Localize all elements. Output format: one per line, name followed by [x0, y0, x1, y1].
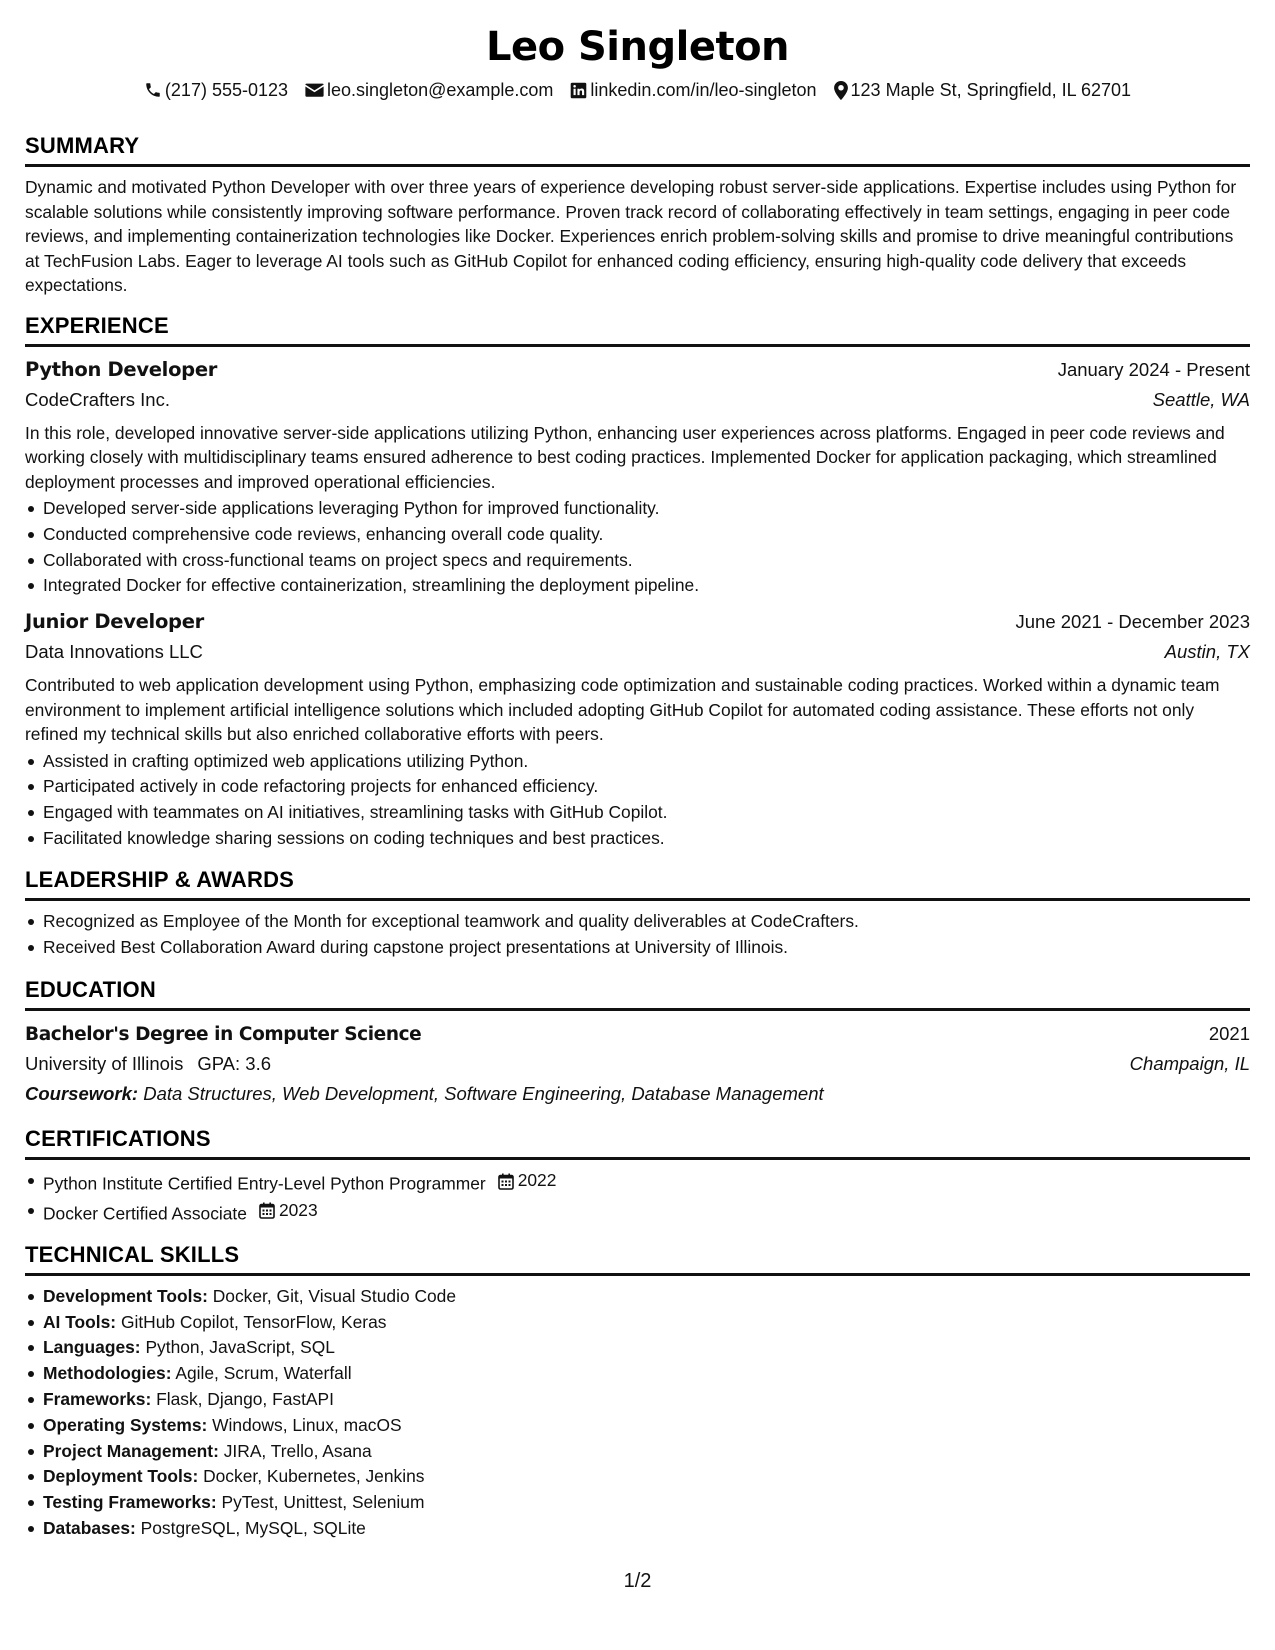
job-location: Seattle, WA	[1152, 388, 1250, 410]
skill-values: PostgreSQL, MySQL, SQLite	[140, 1518, 366, 1539]
list-item: Conducted comprehensive code reviews, enhancing overall code quality.	[25, 522, 1250, 548]
gpa: GPA: 3.6	[197, 1053, 272, 1075]
graduation-year: 2021	[1208, 1023, 1250, 1045]
certification-date	[259, 1198, 318, 1224]
job-subheader	[25, 385, 1250, 415]
school-info	[25, 1049, 271, 1079]
skill-values: GitHub Copilot, TensorFlow, Keras	[120, 1311, 387, 1332]
section-divider	[25, 164, 1250, 167]
phone-icon	[144, 81, 162, 99]
candidate-name: Leo Singleton	[485, 24, 790, 70]
calendar-icon	[498, 1173, 514, 1190]
linkedin-link[interactable]: linkedin.com/in/leo-singleton	[590, 80, 817, 100]
school-name: University of Illinois	[25, 1053, 184, 1075]
experience-section	[25, 312, 1250, 852]
section-title-skills: TECHNICAL SKILLS	[25, 1241, 240, 1267]
job-dates: January 2024 - Present	[1057, 358, 1250, 380]
skill-values: Python, JavaScript, SQL	[145, 1337, 335, 1358]
list-item: Facilitated knowledge sharing sessions on coding techniques and best practices.	[25, 826, 1250, 852]
job-title: Junior Developer	[25, 610, 204, 634]
section-divider	[25, 898, 1250, 901]
map-marker-icon	[834, 81, 848, 100]
job-location: Austin, TX	[1164, 641, 1250, 663]
skill-category: Databases:	[43, 1518, 136, 1539]
school-location: Champaign, IL	[1129, 1053, 1250, 1075]
job-description: In this role, developed innovative server-side applications utilizing Python, enhancing user experiences across platforms. Engaged in peer code reviews and working closely with multidisciplinary teams ensured adherence to best coding practices. Implemented Docker for application packaging, which streamlined deployment processes and improved operational efficiencies.	[25, 422, 1225, 492]
job-header	[25, 355, 1250, 385]
coursework	[25, 1079, 1250, 1109]
contact-email[interactable]	[305, 78, 553, 102]
company-name: CodeCrafters Inc.	[25, 388, 170, 410]
job-header	[25, 607, 1250, 637]
section-title-education: EDUCATION	[25, 977, 156, 1003]
job-entry	[25, 355, 1250, 600]
skill-category: Operating Systems:	[43, 1414, 208, 1435]
list-item: Assisted in crafting optimized web applications utilizing Python.	[25, 749, 1250, 775]
section-divider	[25, 1008, 1250, 1011]
list-item	[25, 1168, 1250, 1197]
skill-category: Languages:	[43, 1337, 141, 1358]
skill-values: Agile, Scrum, Waterfall	[175, 1363, 352, 1384]
degree-title: Bachelor's Degree in Computer Science	[25, 1024, 422, 1046]
summary-section	[25, 132, 1250, 298]
skill-category: Methodologies:	[43, 1363, 172, 1384]
list-item: Collaborated with cross-functional teams on project specs and requirements.	[25, 548, 1250, 574]
job-subheader	[25, 637, 1250, 667]
list-item	[25, 1361, 1250, 1387]
skill-category: Development Tools:	[43, 1285, 208, 1306]
address-text: 123 Maple St, Springfield, IL 62701	[850, 80, 1132, 100]
list-item	[25, 1335, 1250, 1361]
section-title-certifications: CERTIFICATIONS	[25, 1126, 211, 1152]
coursework-list: Data Structures, Web Development, Software Engineering, Database Management	[143, 1083, 824, 1105]
resume-page	[25, 20, 1250, 1542]
skill-category: Frameworks:	[43, 1389, 152, 1410]
list-item: Engaged with teammates on AI initiatives, streamlining tasks with GitHub Copilot.	[25, 800, 1250, 826]
contact-linkedin[interactable]	[570, 78, 816, 102]
education-subheader	[25, 1049, 1250, 1079]
list-item: Received Best Collaboration Award during capstone project presentations at University of Illinois.	[25, 935, 1250, 961]
list-item	[25, 1198, 1250, 1227]
email-link[interactable]: leo.singleton@example.com	[327, 80, 554, 100]
skill-category: AI Tools:	[43, 1311, 117, 1332]
list-item	[25, 1387, 1250, 1413]
job-bullets	[25, 749, 1250, 852]
skill-values: Docker, Git, Visual Studio Code	[212, 1285, 457, 1306]
list-item	[25, 1464, 1250, 1490]
skills-section	[25, 1241, 1250, 1542]
coursework-label: Coursework:	[25, 1083, 139, 1105]
certification-name: Docker Certified Associate	[43, 1203, 247, 1224]
contact-bar	[25, 78, 1250, 102]
section-divider	[25, 1273, 1250, 1276]
list-item: Participated actively in code refactoring projects for enhanced efficiency.	[25, 774, 1250, 800]
section-title-summary: SUMMARY	[25, 133, 140, 158]
list-item: Integrated Docker for effective containerization, streamlining the deployment pipeline.	[25, 573, 1250, 599]
leadership-list	[25, 909, 1250, 961]
job-title: Python Developer	[25, 357, 218, 381]
skill-category: Testing Frameworks:	[43, 1492, 217, 1513]
skill-values: JIRA, Trello, Asana	[223, 1440, 372, 1461]
certification-name: Python Institute Certified Entry-Level Python Programmer	[43, 1173, 486, 1194]
list-item: Recognized as Employee of the Month for exceptional teamwork and quality deliverables at CodeCrafters.	[25, 909, 1250, 935]
contact-phone	[144, 78, 288, 102]
skill-values: Docker, Kubernetes, Jenkins	[203, 1466, 425, 1487]
summary-text: Dynamic and motivated Python Developer with over three years of experience developing robust server-side applications. Expertise includes using Python for scalable solutions while consistently improving software performance. Proven track record of collaborating effectively in team settings, engaging in peer code reviews, and implementing containerization technologies like Docker. Experiences enrich problem-solving skills and promise to drive meaningful contributions at TechFusion Labs. Eager to leverage AI tools such as GitHub Copilot for enhanced coding efficiency, ensuring high-quality code delivery that exceeds expectations.	[25, 177, 1237, 295]
list-item	[25, 1310, 1250, 1336]
job-dates: June 2021 - December 2023	[1015, 611, 1250, 633]
linkedin-icon	[570, 82, 587, 99]
skill-values: Flask, Django, FastAPI	[156, 1389, 334, 1410]
skill-values: Windows, Linux, macOS	[212, 1414, 402, 1435]
list-item	[25, 1284, 1250, 1310]
job-bullets	[25, 496, 1250, 599]
section-title-experience: EXPERIENCE	[25, 312, 169, 338]
contact-address	[834, 78, 1132, 102]
certifications-list	[25, 1168, 1250, 1226]
envelope-icon	[305, 82, 324, 98]
certification-year: 2022	[517, 1170, 557, 1191]
company-name: Data Innovations LLC	[25, 641, 203, 663]
certifications-section	[25, 1125, 1250, 1226]
list-item: Developed server-side applications leveraging Python for improved functionality.	[25, 496, 1250, 522]
education-section	[25, 976, 1250, 1109]
list-item	[25, 1413, 1250, 1439]
skill-category: Deployment Tools:	[43, 1466, 199, 1487]
page-number: 1/2	[623, 1570, 652, 1592]
section-divider	[25, 344, 1250, 347]
phone-text: (217) 555-0123	[164, 80, 289, 100]
calendar-icon	[259, 1202, 275, 1219]
section-divider	[25, 1157, 1250, 1160]
list-item	[25, 1516, 1250, 1542]
skill-values: PyTest, Unittest, Selenium	[221, 1492, 425, 1513]
education-header	[25, 1019, 1250, 1049]
certification-year: 2023	[278, 1199, 318, 1220]
list-item	[25, 1490, 1250, 1516]
leadership-section	[25, 866, 1250, 961]
certification-date	[498, 1168, 557, 1194]
list-item	[25, 1439, 1250, 1465]
skill-category: Project Management:	[43, 1440, 219, 1461]
job-entry	[25, 607, 1250, 852]
skills-list	[25, 1284, 1250, 1542]
job-description: Contributed to web application development using Python, emphasizing code optimization and sustainable coding practices. Worked within a dynamic team environment to implement artificial intelligence solutions which included adopting GitHub Copilot for automated coding assistance. These efforts not only refined my technical skills but also enriched collaborative efforts with peers.	[25, 675, 1220, 745]
section-title-leadership: LEADERSHIP & AWARDS	[25, 866, 295, 892]
